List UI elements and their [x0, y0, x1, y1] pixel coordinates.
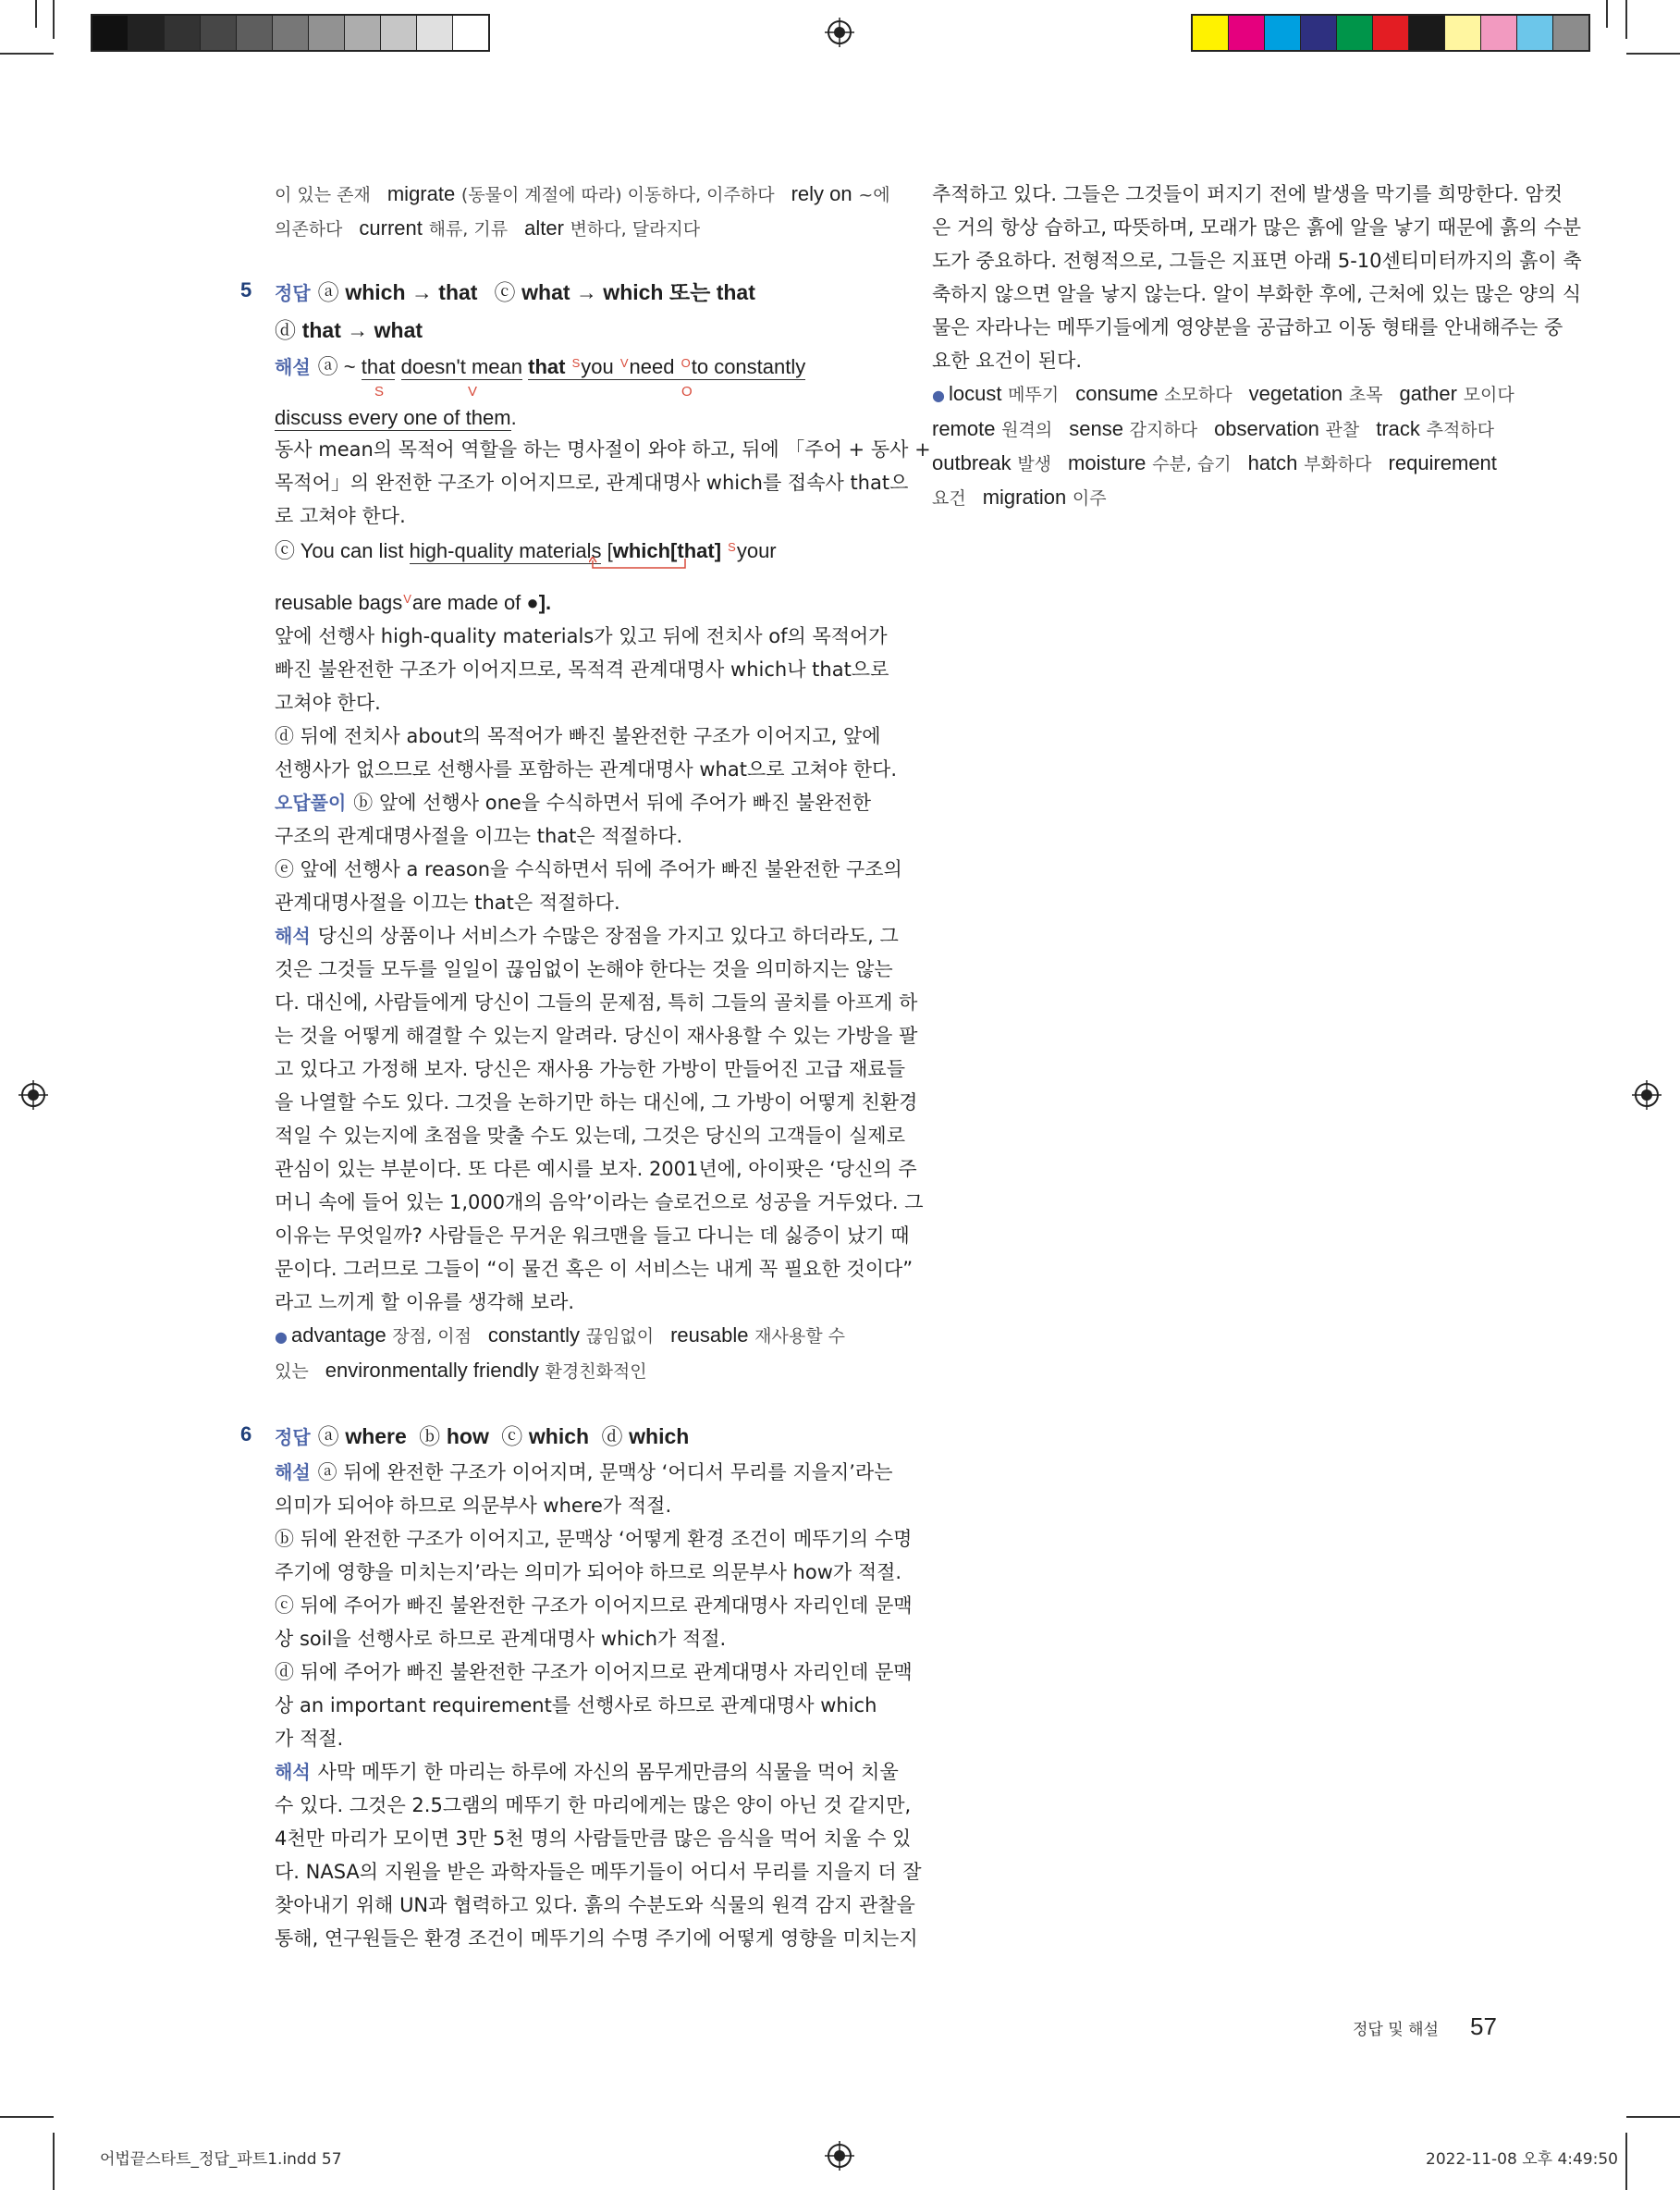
q5-explain-a-text: 목적어」의 완전한 구조가 이어지므로, 관계대명사 which를 접속사 that으 [275, 472, 909, 494]
q6-translation-text: 통해, 연구원들은 환경 조건이 메뚜기의 수명 주기에 어떻게 영향을 미치는지 [275, 1927, 918, 1950]
q6-translation-text: 축하지 않으면 알을 낳지 않는다. 알이 부화한 후에, 근처에 있는 많은 양의 식 [932, 283, 1582, 305]
page-number: 57 [1470, 2012, 1497, 2040]
color-swatch [1336, 16, 1372, 50]
q5-answer-line-1: 정답 ⓐ which → that ⓒ what → which 또는 that [275, 280, 755, 305]
q5-translation-text: 라고 느끼게 할 이유를 생각해 보라. [275, 1291, 575, 1313]
q5-explain-a-sentence-cont: discuss every one of them. [275, 406, 517, 429]
relative-clause-arrow [589, 557, 691, 579]
color-swatch [1516, 16, 1552, 50]
q5-translation-text: 는 것을 어떻게 해결할 수 있는지 알려라. 당신이 재사용할 수 있는 가방을 팔 [275, 1025, 918, 1047]
q5-translation-text: 문이다. 그러므로 그들이 “이 물건 혹은 이 서비스는 내게 꼭 필요한 것이다” [275, 1258, 914, 1280]
q5-vocab-line-2: 있는 environmentally friendly 환경친화적인 [275, 1359, 647, 1382]
color-swatch [1300, 16, 1336, 50]
q5-wrong-answer-text: ⓔ 앞에 선행사 a reason을 수식하면서 뒤에 주어가 빠진 불완전한 구조의 [275, 858, 902, 880]
color-swatch [200, 16, 236, 50]
verb-marker: V [468, 384, 478, 400]
q5-explain-a-text: 로 고쳐야 한다. [275, 505, 406, 527]
q5-translation-text: 이유는 무엇일까? 사람들은 무거운 워크맨을 들고 다니는 데 싫증이 났기 때 [275, 1224, 910, 1247]
q5-vocab-line-1: ● advantage 장점, 이점 constantly 끊임없이 reusable 재사용할 수 [275, 1323, 845, 1347]
intro-vocab-line-2: 의존하다 current 해류, 기류 alter 변하다, 달라지다 [275, 216, 701, 240]
question-6 [240, 1418, 922, 1955]
q5-translation-text: 것은 그것들 모두를 일일이 끊임없이 논해야 한다는 것을 의미하지는 않는 [275, 958, 893, 980]
q5-explain-d-text: ⓓ 뒤에 전치사 about의 목적어가 빠진 불완전한 구조가 이어지고, 앞에 [275, 725, 881, 747]
q6-explanation-text: 상 an important requirement를 선행사로 하므로 관계대명사 which [275, 1694, 877, 1716]
q5-translation: 해석 당신의 상품이나 서비스가 수많은 장점을 가지고 있다고 하더라도, 그 [275, 925, 899, 947]
q5-wrong-answer-text: 관계대명사절을 이끄는 that은 적절하다. [275, 892, 620, 914]
color-swatch [1264, 16, 1300, 50]
q5-explain-c-sentence-cont: reusable bags$^V$are made of ●]. [275, 591, 552, 614]
question-number: 5 [240, 278, 252, 301]
q6-explanation: 해설 ⓐ 뒤에 완전한 구조가 이어지며, 문맥상 ‘어디서 무리를 지을지’라는 [275, 1461, 893, 1483]
q5-wrong-answer-text: 구조의 관계대명사절을 이끄는 that은 적절하다. [275, 825, 683, 847]
color-swatch [1408, 16, 1444, 50]
q6-translation-text: 은 거의 항상 습하고, 따뜻하며, 모래가 많은 흙에 알을 낳기 때문에 흙의 수분 [932, 216, 1582, 239]
q6-explanation-text: 의미가 되어야 하므로 의문부사 where가 적절. [275, 1495, 672, 1517]
color-swatch [272, 16, 308, 50]
gray-color-bar [91, 14, 490, 52]
color-swatch [1228, 16, 1264, 50]
process-color-bar [1191, 14, 1590, 52]
q5-translation-text: 을 나열할 수도 있다. 그것을 논하기만 하는 대신에, 그 가방이 어떻게 친환경 [275, 1091, 918, 1113]
q5-explain-c-text: 고쳐야 한다. [275, 692, 381, 714]
q6-translation-text: 4천만 마리가 모이면 3만 5천 명의 사람들만큼 많은 음식을 먹어 치울 수 있 [275, 1827, 912, 1850]
color-swatch [452, 16, 488, 50]
q6-translation-text: 찾아내기 위해 UN과 협력하고 있다. 흙의 수분도와 식물의 원격 감지 관찰을 [275, 1894, 915, 1916]
q6-translation-text: 요한 요건이 된다. [932, 350, 1083, 372]
q6-vocab-line-3: outbreak 발생 moisture 수분, 습기 hatch 부화하다 requirement [932, 451, 1497, 474]
q6-explanation-text: 가 적절. [275, 1728, 344, 1750]
color-swatch [164, 16, 200, 50]
registration-mark-icon [825, 18, 854, 47]
color-swatch [1444, 16, 1480, 50]
object-marker: O [681, 384, 693, 400]
q6-translation-text: 물은 자라나는 메뚜기들에게 영양분을 공급하고 이동 형태를 안내해주는 중 [932, 316, 1564, 338]
q6-vocab-line-2: remote 원격의 sense 감지하다 observation 관찰 track 추적하다 [932, 417, 1495, 440]
color-swatch [92, 16, 128, 50]
q5-translation-text: 적일 수 있는지에 초점을 맞출 수도 있는데, 그것은 당신의 고객들이 실제로 [275, 1125, 906, 1147]
q5-explain-c-sentence: ⓒ You can list high-quality materials [which[that] $^S$your [275, 533, 837, 586]
color-swatch [308, 16, 344, 50]
q6-translation-text: 도가 중요하다. 전형적으로, 그들은 지표면 아래 5-10센티미터까지의 흙이 축 [932, 250, 1582, 272]
q6-explanation-text: ⓒ 뒤에 주어가 빠진 불완전한 구조가 이어지므로 관계대명사 자리인데 문맥 [275, 1594, 913, 1617]
q5-translation-text: 관심이 있는 부분이다. 또 다른 예시를 보자. 2001년에, 아이팟은 ‘당신의 주 [275, 1158, 917, 1180]
color-swatch [416, 16, 452, 50]
q5-wrong-answer: 오답풀이 ⓑ 앞에 선행사 one을 수식하면서 뒤에 주어가 빠진 불완전한 [275, 792, 872, 814]
registration-mark-icon [825, 2141, 854, 2171]
q5-translation-text: 머니 속에 들어 있는 1,000개의 음악’이라는 슬로건으로 성공을 거두었다. 그 [275, 1191, 924, 1213]
question-number: 6 [240, 1422, 252, 1446]
q6-translation-text: 수 있다. 그것은 2.5그램의 메뚜기 한 마리에게는 많은 양이 아닌 것 같지만, [275, 1794, 912, 1816]
q5-explain-a-text: 동사 mean의 목적어 역할을 하는 명사절이 와야 하고, 뒤에 「주어 + 동사 + [275, 438, 931, 461]
subject-marker: S [374, 384, 385, 400]
q6-translation-text: 다. NASA의 지원을 받은 과학자들은 메뚜기들이 어디서 무리를 지을지 더 잘 [275, 1861, 922, 1883]
q6-vocab-line-1: ● locust 메뚜기 consume 소모하다 vegetation 초목 gather 모이다 [932, 382, 1514, 405]
q5-explain-a-sentence: 해설 ⓐ ~ that doesn't mean that $^S$you $^V$need $^O$to constantly S V O [275, 350, 837, 403]
q6-explanation-text: ⓑ 뒤에 완전한 구조가 이어지고, 문맥상 ‘어떻게 환경 조건이 메뚜기의 수명 [275, 1528, 913, 1550]
color-swatch [344, 16, 380, 50]
color-swatch [1480, 16, 1516, 50]
q6-explanation-text: ⓓ 뒤에 주어가 빠진 불완전한 구조가 이어지므로 관계대명사 자리인데 문맥 [275, 1661, 913, 1683]
color-swatch [1193, 16, 1228, 50]
q5-translation-text: 고 있다고 가정해 보자. 당신은 재사용 가능한 가방이 만들어진 고급 재료들 [275, 1058, 906, 1080]
left-column [240, 178, 931, 1955]
registration-mark-icon [1632, 1080, 1662, 1110]
q6-answer-line: 정답 ⓐ where ⓑ how ⓒ which ⓓ which [275, 1424, 690, 1449]
slug-filename: 어법끝스타트_정답_파트1.indd 57 [100, 2150, 342, 2169]
registration-mark-icon [18, 1080, 48, 1110]
q5-explain-c-text: 빠진 불완전한 구조가 이어지므로, 목적격 관계대명사 which나 that으로 [275, 658, 889, 681]
q6-translation: 해석 사막 메뚜기 한 마리는 하루에 자신의 몸무게만큼의 식물을 먹어 치울 [275, 1761, 899, 1783]
question-5 [240, 274, 931, 1388]
q6-explanation-text: 주기에 영향을 미치는지’라는 의미가 되어야 하므로 의문부사 how가 적절. [275, 1561, 902, 1583]
q5-explain-c-text: 앞에 선행사 high-quality materials가 있고 뒤에 전치사 of의 목적어가 [275, 625, 888, 647]
bullet-icon: ● [275, 1328, 288, 1346]
q6-translation-text: 추적하고 있다. 그들은 그것들이 퍼지기 전에 발생을 막기를 희망한다. 암컷 [932, 183, 1564, 205]
q6-vocab-line-4: 요건 migration 이주 [932, 486, 1107, 509]
color-swatch [236, 16, 272, 50]
q5-explain-d-text: 선행사가 없으므로 선행사를 포함하는 관계대명사 what으로 고쳐야 한다. [275, 758, 897, 781]
section-title: 정답 및 해설 [1353, 2021, 1439, 2039]
right-column [932, 178, 1582, 515]
q5-translation-text: 다. 대신에, 사람들에게 당신이 그들의 문제점, 특히 그들의 골치를 아프게 하 [275, 991, 918, 1014]
intro-vocab-line-1: 이 있는 존재 migrate (동물이 계절에 따라) 이동하다, 이주하다 rely on ~에 [275, 182, 890, 205]
color-swatch [380, 16, 416, 50]
color-swatch [1372, 16, 1408, 50]
q6-explanation-text: 상 soil을 선행사로 하므로 관계대명사 which가 적절. [275, 1628, 727, 1650]
bullet-icon: ● [932, 387, 945, 404]
color-swatch [1552, 16, 1588, 50]
color-swatch [128, 16, 164, 50]
q5-answer-line-2: ⓓ that → what [275, 318, 423, 343]
slug-timestamp: 2022-11-08 오후 4:49:50 [1426, 2150, 1618, 2169]
